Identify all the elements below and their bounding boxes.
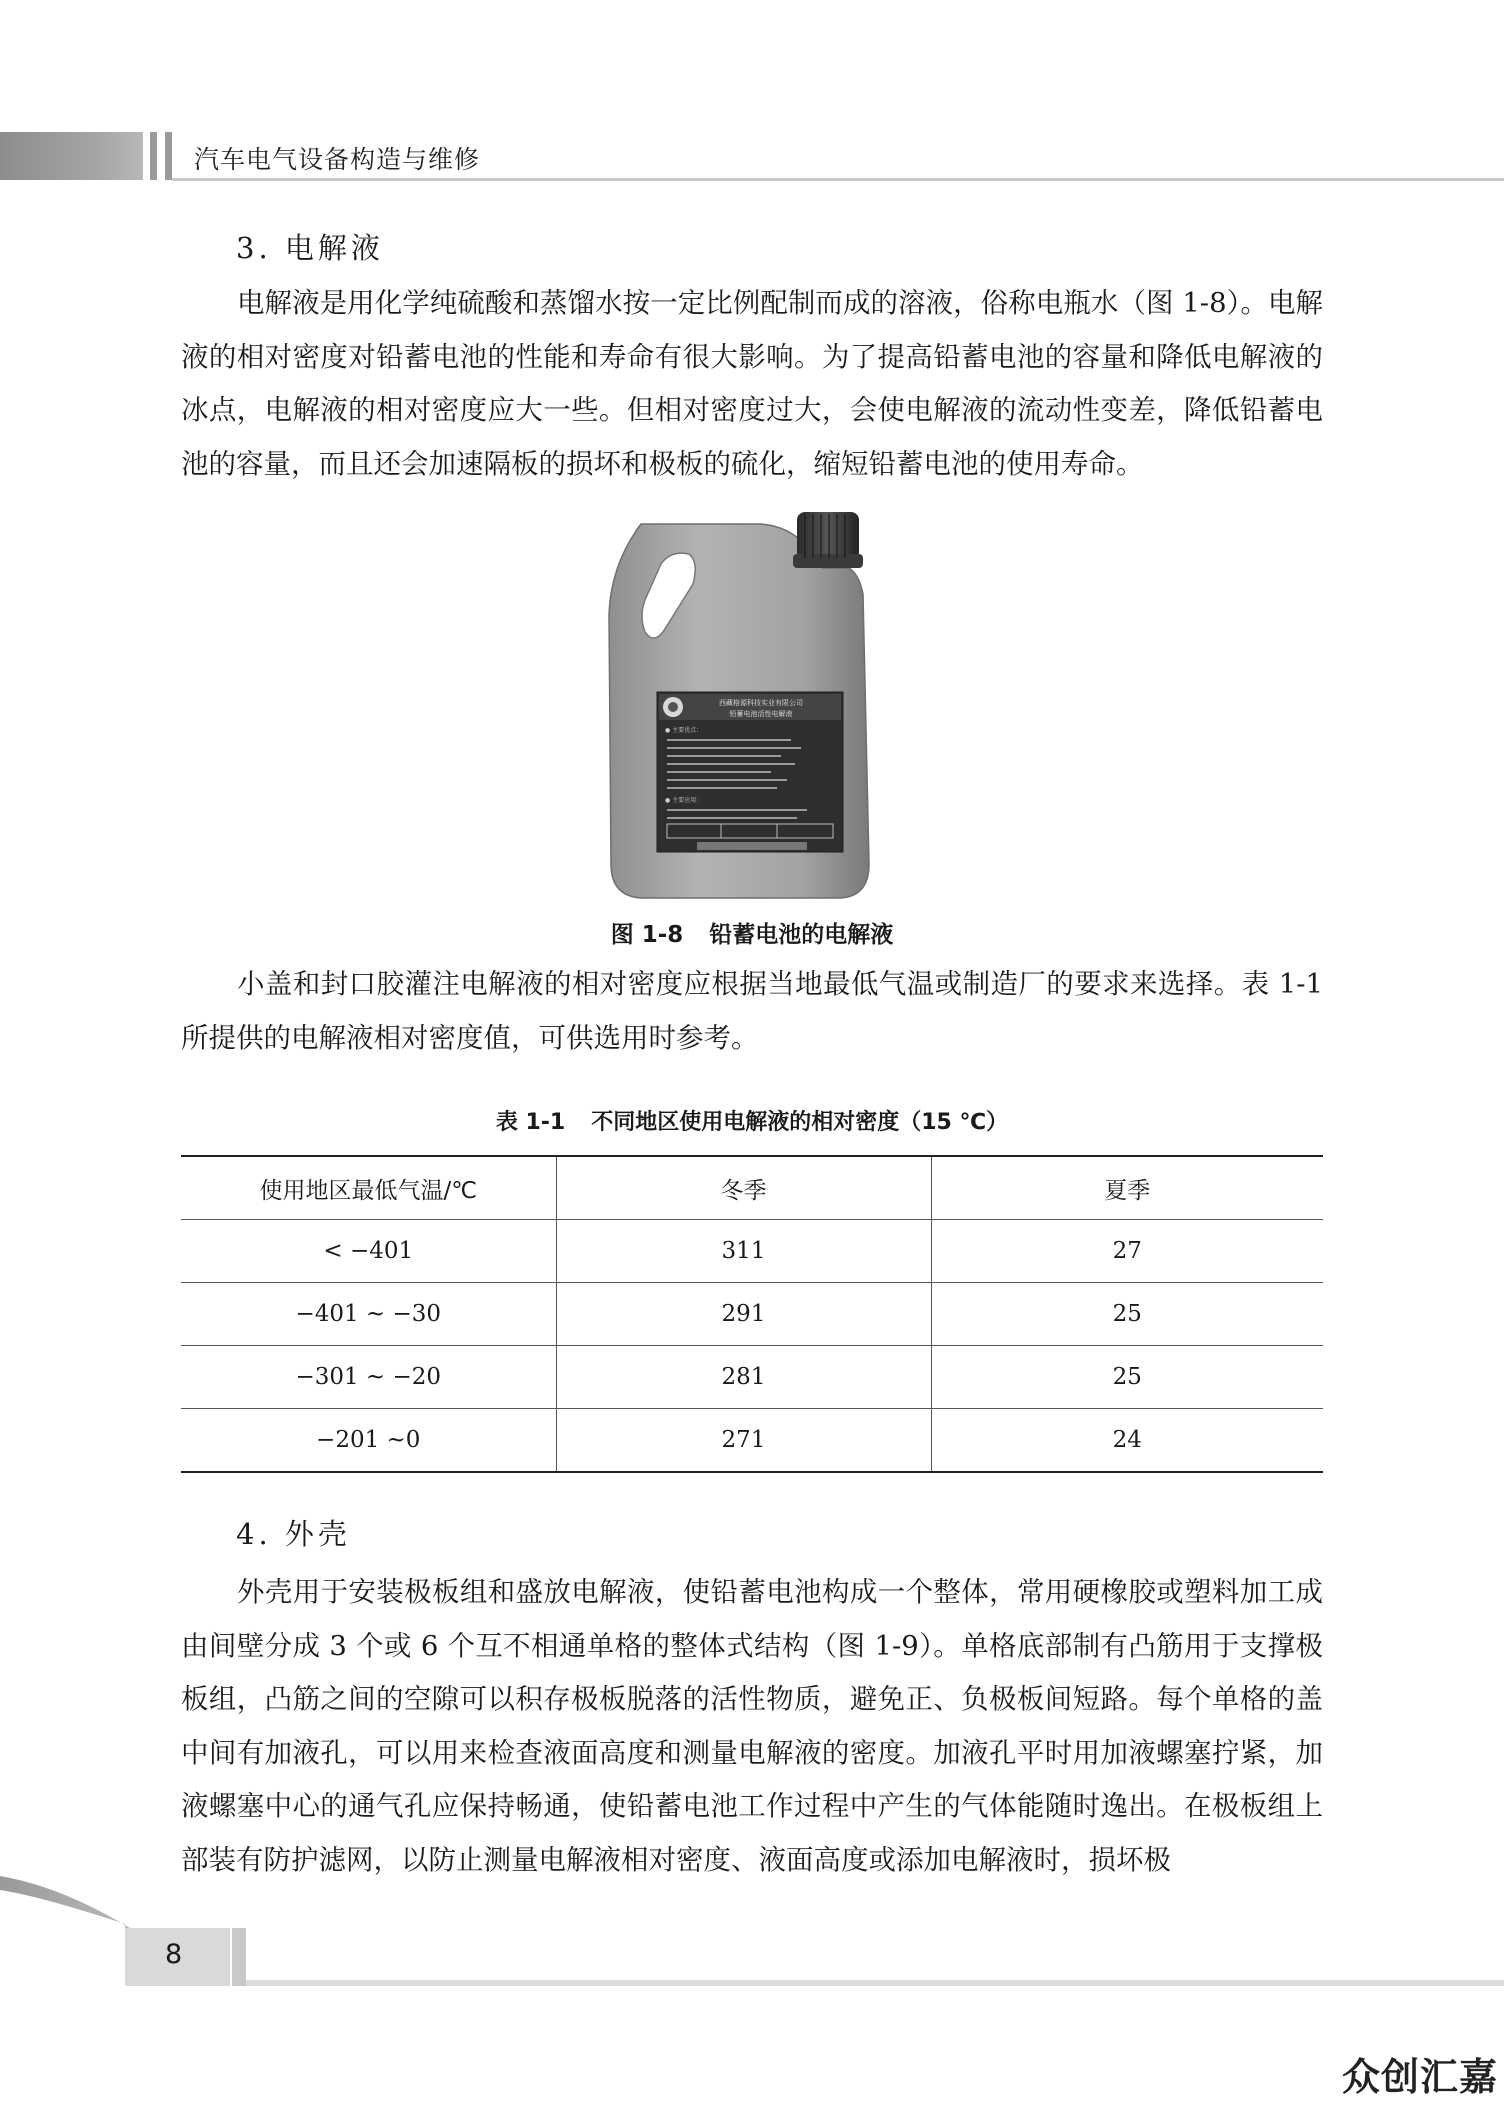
header-divider	[150, 132, 157, 180]
label-section-text: ● 主要应用：	[665, 797, 703, 804]
header-band	[0, 132, 143, 180]
table-header-row	[181, 1156, 1323, 1220]
label-product-text: 铅蓄电池活性电解液	[729, 710, 793, 718]
table-cell: −301 ~ −20	[181, 1346, 556, 1409]
table-title-text: 不同地区使用电解液的相对密度（15 ℃）	[591, 1110, 1009, 1135]
table-row	[181, 1220, 1323, 1283]
label-company-text: 西藏格源科技实业有限公司	[719, 699, 803, 707]
header-rule	[172, 178, 1504, 181]
header-divider	[165, 132, 172, 180]
table-cell: 25	[931, 1283, 1323, 1346]
footer-rule	[246, 1980, 1504, 1986]
running-header-title: 汽车电气设备构造与维修	[194, 145, 481, 174]
section-heading-housing: 4. 外壳	[236, 1517, 351, 1551]
table-cell: 281	[556, 1346, 931, 1409]
paragraph: 小盖和封口胶灌注电解液的相对密度应根据当地最低气温或制造厂的要求来选择。表 1-1 所提供的电解液相对密度值，可供选用时参考。	[181, 968, 1323, 1054]
table-cell: 291	[556, 1283, 931, 1346]
table-row	[181, 1409, 1323, 1473]
figure-caption-text: 铅蓄电池的电解液	[709, 922, 894, 948]
footer-band	[0, 1876, 230, 1986]
table-title	[0, 1105, 1504, 1136]
table-cell: −401 ~ −30	[181, 1283, 556, 1346]
figure-caption	[0, 916, 1504, 949]
table-cell: −201 ~0	[181, 1409, 556, 1473]
table-cell: 27	[931, 1220, 1323, 1283]
table-cell: 25	[931, 1346, 1323, 1409]
page-number: 8	[165, 1939, 183, 1970]
table-row	[181, 1283, 1323, 1346]
header-cell: 冬季	[556, 1156, 931, 1220]
table-cell: 311	[556, 1220, 931, 1283]
footer-divider	[232, 1928, 246, 1986]
table-cell: 24	[931, 1409, 1323, 1473]
table-cell: < −401	[181, 1220, 556, 1283]
watermark-text: 众创汇嘉	[1341, 2055, 1498, 2099]
label-section-text: ● 主要优点：	[665, 727, 703, 734]
figure-number: 图 1-8	[610, 922, 684, 948]
section-heading-electrolyte: 3. 电解液	[236, 231, 384, 265]
electrolyte-density-table	[181, 1155, 1323, 1473]
table-number: 表 1-1	[495, 1110, 566, 1135]
table-row	[181, 1346, 1323, 1409]
header-cell: 使用地区最低气温/℃	[181, 1156, 556, 1220]
paragraph: 外壳用于安装极板组和盛放电解液，使铅蓄电池构成一个整体，常用硬橡胶或塑料加工成由间壁分成 3 个或 6 个互不相通单格的整体式结构（图 1-9）。单格底部制有凸筋用于支撑极板组，凸筋之间的空隙可以积存极板脱落的活性物质，避免正、负极板间短路。每个单格的盖中间有加液孔，可以用来检查液面高度和测量电解液的密度。加液孔平时用加液螺塞拧紧，加液螺塞中心的通气孔应保持畅通，使铅蓄电池工作过程中产生的气体能随时逸出。在极板组上部装有防护滤网，以防止测量电解液相对密度、液面高度或添加电解液时，损坏极	[181, 1576, 1323, 1876]
header-cell: 夏季	[931, 1156, 1323, 1220]
electrolyte-bottle-image	[601, 504, 891, 904]
paragraph: 电解液是用化学纯硫酸和蒸馏水按一定比例配制而成的溶液，俗称电瓶水（图 1-8）。电解液的相对密度对铅蓄电池的性能和寿命有很大影响。为了提高铅蓄电池的容量和降低电解液的冰点，电解液的相对密度应大一些。但相对密度过大，会使电解液的流动性变差，降低铅蓄电池的容量，而且还会加速隔板的损坏和极板的硫化，缩短铅蓄电池的使用寿命。	[181, 287, 1323, 480]
table-cell: 271	[556, 1409, 931, 1473]
